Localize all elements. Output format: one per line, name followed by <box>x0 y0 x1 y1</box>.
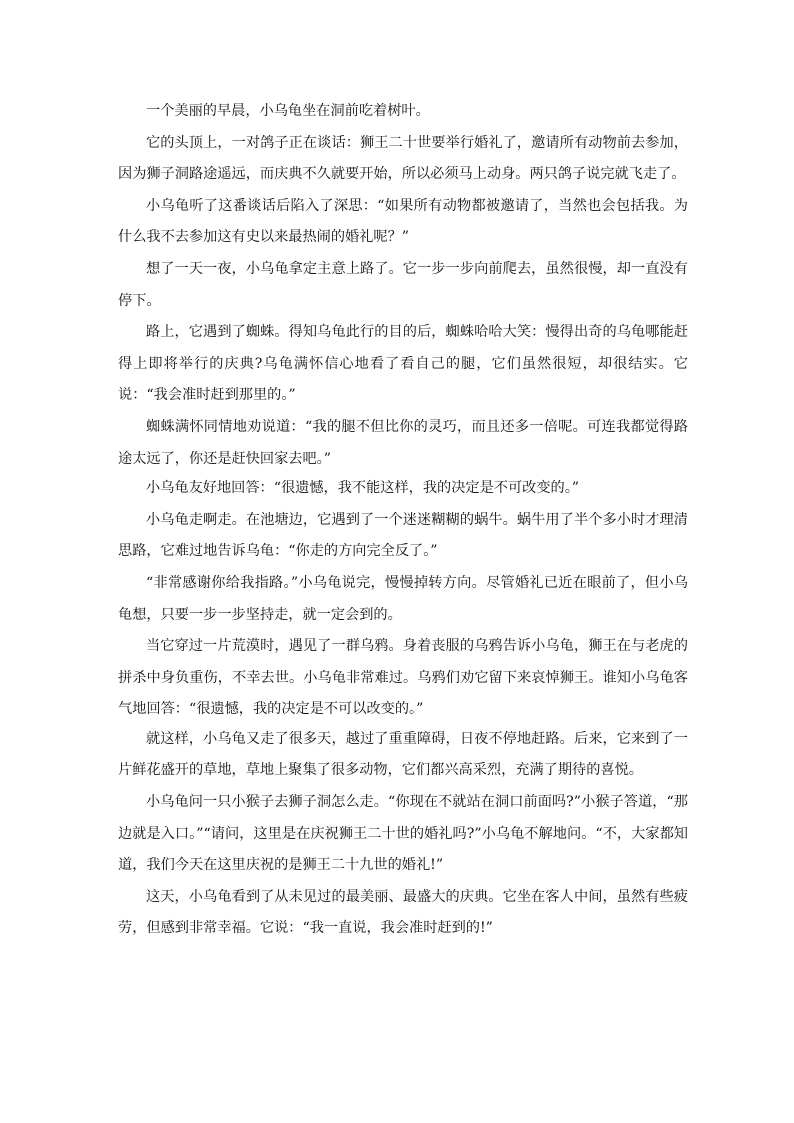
paragraph-8: 小乌龟走啊走。在池塘边，它遇到了一个迷迷糊糊的蜗牛。蜗牛用了半个多小时才理清思路，它难过地告诉乌龟：“你走的方向完全反了。” <box>118 511 688 560</box>
paragraph-12: 小乌龟问一只小猴子去狮子洞怎么走。“你现在不就站在洞口前面吗?”小猴子答道，“那边就是入口。”“请问，这里是在庆祝狮王二十世的婚礼吗?”小乌龟不解地问。“不，大家都知道，我们今天在这里庆祝的是狮王二十九世的婚礼!” <box>118 794 688 874</box>
paragraph-7: 小乌龟友好地回答：“很遗憾，我不能这样，我的决定是不可改变的。” <box>146 480 580 497</box>
paragraph-3: 小乌龟听了这番谈话后陷入了深思：“如果所有动物都被邀请了，当然也会包括我。为什么我不去参加这有史以来最热闹的婚礼呢？” <box>118 197 688 246</box>
paragraph-10: 当它穿过一片荒漠时，遇见了一群乌鸦。身着丧服的乌鸦告诉小乌龟，狮王在与老虎的拼杀中身负重伤，不幸去世。小乌龟非常难过。乌鸦们劝它留下来哀悼狮王。谁知小乌龟客气地回答：“很遗憾，我的决定是不可以改变的。” <box>118 638 688 718</box>
paragraph-11: 就这样，小乌龟又走了很多天，越过了重重障碍，日夜不停地赶路。后来，它来到了一片鲜花盛开的草地，草地上聚集了很多动物，它们都兴高采烈，充满了期待的喜悦。 <box>118 730 688 779</box>
paragraph-9: “非常感谢你给我指路。”小乌龟说完，慢慢掉转方向。尽管婚礼已近在眼前了，但小乌龟想，只要一步一步坚持走，就一定会到的。 <box>118 574 688 623</box>
paragraph-6: 蜘蛛满怀同情地劝说道：“我的腿不但比你的灵巧，而且还多一倍呢。可连我都觉得路途太远了，你还是赶快回家去吧。” <box>118 418 688 467</box>
paragraph-13: 这天，小乌龟看到了从未见过的最美丽、最盛大的庆典。它坐在客人中间，虽然有些疲劳，但感到非常幸福。它说：“我一直说，我会准时赶到的!” <box>118 888 688 937</box>
paragraph-5: 路上，它遇到了蜘蛛。得知乌龟此行的目的后，蜘蛛哈哈大笑：慢得出奇的乌龟哪能赶得上即将举行的庆典?乌龟满怀信心地看了看自己的腿，它们虽然很短，却很结实。它说：“我会准时赶到那里的。” <box>118 324 688 404</box>
paragraph-2: 它的头顶上，一对鸽子正在谈话：狮王二十世要举行婚礼了，邀请所有动物前去参加，因为狮子洞路途遥远，而庆典不久就要开始，所以必须马上动身。两只鸽子说完就飞走了。 <box>118 134 688 183</box>
paragraph-4: 想了一天一夜，小乌龟拿定主意上路了。它一步一步向前爬去，虽然很慢，却一直没有停下。 <box>118 260 688 309</box>
story-body <box>118 96 688 945</box>
paragraph-1: 一个美丽的早晨，小乌龟坐在洞前吃着树叶。 <box>146 103 430 119</box>
